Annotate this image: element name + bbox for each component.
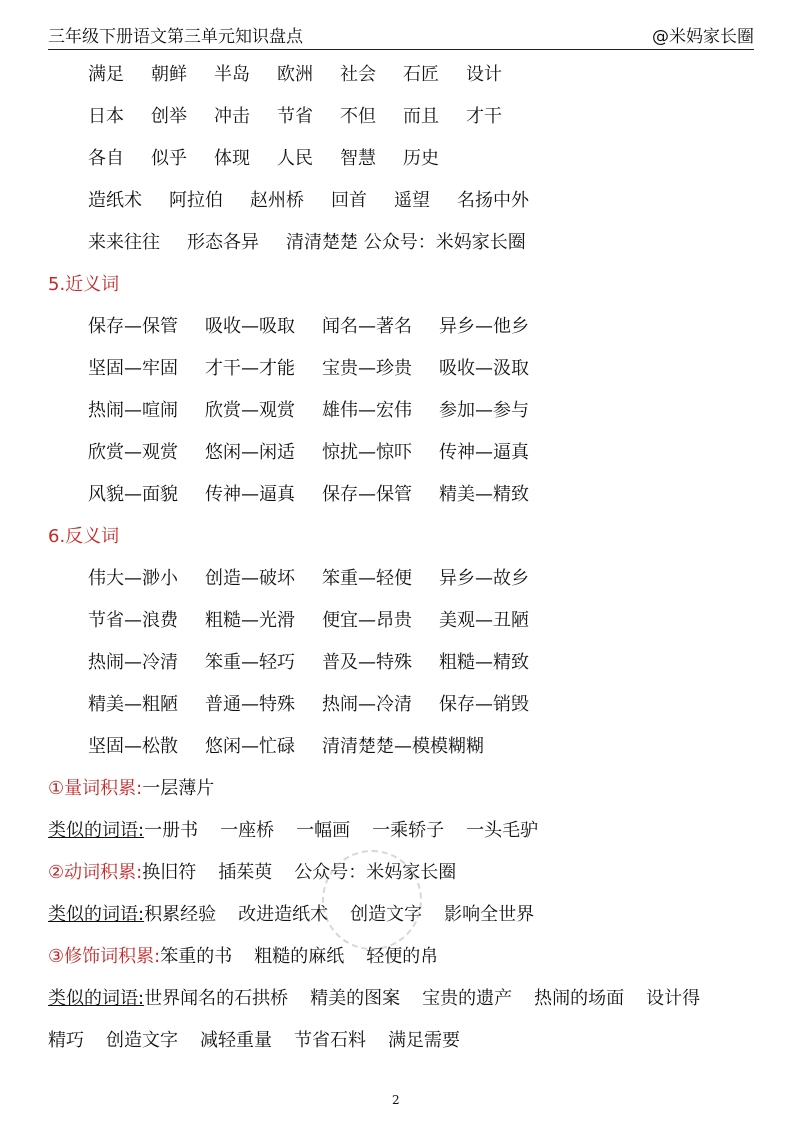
document-title: 三年级下册语文第三单元知识盘点 (48, 27, 303, 47)
antonym-row (88, 693, 556, 717)
word: 而且 (403, 106, 439, 127)
word: 遥望 (394, 190, 430, 211)
section-title-synonyms: 5.近义词 (48, 274, 120, 295)
word-pair: 笨重—轻便 (322, 568, 412, 589)
similar-word: 一座桥 (220, 820, 275, 841)
word-row (88, 63, 529, 87)
word-row (88, 147, 466, 171)
antonym-row (88, 609, 556, 633)
similar-words-label: 类似的词语 (48, 988, 138, 1009)
word: 来来往往 (88, 232, 160, 253)
modifier-example: 笨重的书 (160, 946, 233, 967)
similar-word: 创造文字 (350, 904, 423, 925)
word-pair: 热闹—冷清 (322, 694, 412, 715)
word-pair: 欣赏—观赏 (205, 400, 295, 421)
word: 历史 (403, 148, 439, 169)
word-pair: 风貌—面貌 (88, 484, 178, 505)
word-pair: 参加—参与 (439, 400, 529, 421)
brand-label: @米妈家长圈 (652, 27, 754, 47)
word-pair: 普及—特殊 (322, 652, 412, 673)
similar-words-continued (48, 1029, 460, 1053)
word: 造纸术 (88, 190, 142, 211)
word-pair: 保存—保管 (88, 316, 178, 337)
word: 不但 (340, 106, 376, 127)
word-pair: 节省—浪费 (88, 610, 178, 631)
word-pair: 闻名—著名 (322, 316, 412, 337)
similar-word: 减轻重量 (200, 1030, 272, 1051)
word: 设计 (466, 64, 502, 85)
word-pair: 清清楚楚—模模糊糊 (322, 736, 484, 757)
similar-word: 一册书 (144, 820, 199, 841)
similar-words-line: 类似的词语:一册书 一座桥 一幅画 一乘轿子 一头毛驴 (48, 820, 539, 841)
similar-word: 宝贵的遗产 (422, 988, 513, 1009)
word: 体现 (214, 148, 250, 169)
header-divider (48, 49, 754, 50)
word: 清清楚楚 公众号：米妈家长圈 (286, 232, 526, 253)
similar-words-label: 类似的词语 (48, 904, 138, 925)
similar-word: 世界闻名的石拱桥 (144, 988, 289, 1009)
similar-word: 节省石料 (294, 1030, 366, 1051)
modifier-label: ③修饰词积累 (48, 946, 155, 967)
synonym-row (88, 357, 556, 381)
similar-word: 热闹的场面 (534, 988, 625, 1009)
measure-word-example: 一层薄片 (142, 778, 215, 799)
word-pair: 精美—粗陋 (88, 694, 178, 715)
word-pair: 悠闲—闲适 (205, 442, 295, 463)
word-pair: 粗糙—精致 (439, 652, 529, 673)
word-pair: 坚固—松散 (88, 736, 178, 757)
verb-example: 公众号：米妈家长圈 (294, 862, 457, 883)
word-pair: 宝贵—珍贵 (322, 358, 412, 379)
similar-word: 改进造纸术 (238, 904, 329, 925)
word: 人民 (277, 148, 313, 169)
word: 回首 (331, 190, 367, 211)
antonym-row (88, 567, 556, 591)
word-pair: 坚固—牢固 (88, 358, 178, 379)
word-pair: 才干—才能 (205, 358, 295, 379)
modifier-line: ③修饰词积累:笨重的书 粗糙的麻纸 轻便的帛 (48, 946, 439, 967)
word-row (88, 189, 556, 213)
word-row (88, 105, 529, 129)
similar-words-line: 类似的词语:世界闻名的石拱桥 精美的图案 宝贵的遗产 热闹的场面 设计得 (48, 988, 701, 1009)
word-pair: 异乡—故乡 (439, 568, 529, 589)
modifier-example: 粗糙的麻纸 (254, 946, 345, 967)
verb-line: ②动词积累:换旧符 插茱萸 公众号：米妈家长圈 (48, 862, 457, 883)
word-pair: 笨重—轻巧 (205, 652, 295, 673)
word: 满足 (88, 64, 124, 85)
similar-words-line: 类似的词语:积累经验 改进造纸术 创造文字 影响全世界 (48, 904, 535, 925)
similar-word: 精巧 (48, 1030, 84, 1051)
word: 名扬中外 (457, 190, 529, 211)
word: 赵州桥 (250, 190, 304, 211)
word-pair: 热闹—喧闹 (88, 400, 178, 421)
similar-word: 满足需要 (388, 1030, 460, 1051)
word-pair: 惊扰—惊吓 (322, 442, 412, 463)
word-pair: 吸收—吸取 (205, 316, 295, 337)
modifier-example: 轻便的帛 (366, 946, 439, 967)
synonym-row (88, 441, 556, 465)
word: 似乎 (151, 148, 187, 169)
word-row (88, 231, 553, 255)
word-pair: 粗糙—光滑 (205, 610, 295, 631)
word: 朝鲜 (151, 64, 187, 85)
similar-word: 一乘轿子 (372, 820, 445, 841)
word-pair: 创造—破坏 (205, 568, 295, 589)
word: 半岛 (214, 64, 250, 85)
word: 冲击 (214, 106, 250, 127)
word: 形态各异 (187, 232, 259, 253)
word-pair: 欣赏—观赏 (88, 442, 178, 463)
word: 阿拉伯 (169, 190, 223, 211)
similar-words-label: 类似的词语 (48, 820, 138, 841)
word: 智慧 (340, 148, 376, 169)
watermark-stamp (322, 850, 422, 950)
synonym-row (88, 399, 556, 423)
word-pair: 保存—保管 (322, 484, 412, 505)
synonym-row (88, 315, 556, 339)
word: 石匠 (403, 64, 439, 85)
word-pair: 伟大—渺小 (88, 568, 178, 589)
measure-word-label: ①量词积累 (48, 778, 137, 799)
word-pair: 保存—销毁 (439, 694, 529, 715)
section-title-antonyms: 6.反义词 (48, 526, 120, 547)
similar-word: 创造文字 (106, 1030, 178, 1051)
antonym-row (88, 735, 511, 759)
word-pair: 传神—逼真 (205, 484, 295, 505)
word: 创举 (151, 106, 187, 127)
word: 各自 (88, 148, 124, 169)
word-pair: 传神—逼真 (439, 442, 529, 463)
word: 才干 (466, 106, 502, 127)
word-pair: 热闹—冷清 (88, 652, 178, 673)
verb-example: 换旧符 (142, 862, 197, 883)
word-pair: 吸收—汲取 (439, 358, 529, 379)
similar-word: 影响全世界 (444, 904, 535, 925)
word-pair: 普通—特殊 (205, 694, 295, 715)
word-pair: 便宜—昂贵 (322, 610, 412, 631)
word: 节省 (277, 106, 313, 127)
word-pair: 美观—丑陋 (439, 610, 529, 631)
verb-label: ②动词积累 (48, 862, 137, 883)
word: 社会 (340, 64, 376, 85)
similar-word: 一幅画 (296, 820, 351, 841)
antonym-row (88, 651, 556, 675)
word-pair: 异乡—他乡 (439, 316, 529, 337)
page-number: 2 (392, 1093, 400, 1107)
page-header (48, 22, 754, 48)
similar-word: 积累经验 (144, 904, 217, 925)
word: 欧洲 (277, 64, 313, 85)
measure-word-line: ①量词积累:一层薄片 (48, 778, 215, 799)
word-pair: 雄伟—宏伟 (322, 400, 412, 421)
verb-example: 插茱萸 (218, 862, 273, 883)
word-pair: 悠闲—忙碌 (205, 736, 295, 757)
word-pair: 精美—精致 (439, 484, 529, 505)
word: 日本 (88, 106, 124, 127)
similar-word: 一头毛驴 (466, 820, 539, 841)
synonym-row (88, 483, 556, 507)
similar-word: 设计得 (646, 988, 701, 1009)
similar-word: 精美的图案 (310, 988, 401, 1009)
